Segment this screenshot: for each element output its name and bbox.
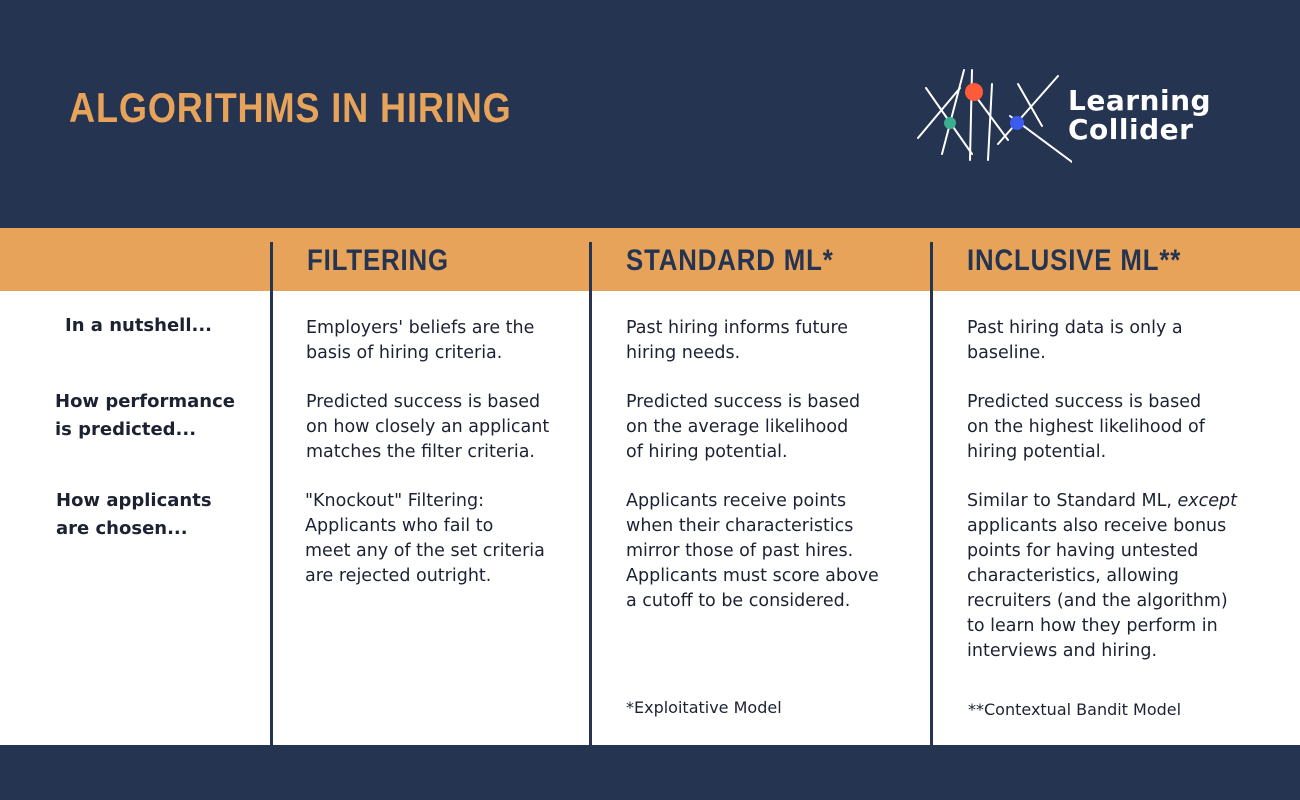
cell-standard-selection: Applicants receive points when their characteristics mirror those of past hires. Applicants must score above a cutoff to be considered. — [626, 491, 879, 611]
cell-inclusive-nutshell: Past hiring data is only a baseline. — [967, 318, 1183, 363]
column-heading-filtering: FILTERING — [307, 244, 449, 277]
cell-standard-performance: Predicted success is based on the average likelihood of hiring potential. — [626, 392, 861, 462]
footnote-inclusive-ml: **Contextual Bandit Model — [968, 700, 1182, 719]
footnote-standard-ml: *Exploitative Model — [626, 698, 782, 717]
learning-collider-logo-icon — [912, 64, 1072, 168]
column-heading-standard-ml: STANDARD ML* — [626, 244, 834, 277]
cell-inclusive-selection-lead: Similar to Standard ML, — [967, 491, 1178, 511]
logo-line-2: Collider — [1068, 113, 1194, 146]
cell-inclusive-performance: Predicted success is based on the highest likelihood of hiring potential. — [967, 392, 1205, 462]
column-heading-inclusive-ml: INCLUSIVE ML** — [967, 244, 1182, 277]
footer-bar — [0, 745, 1300, 800]
header-banner — [0, 0, 1300, 228]
row-label-performance: How performance is predicted... — [55, 391, 235, 440]
cell-filtering-selection: "Knockout" Filtering: Applicants who fail to meet any of the set criteria are rejected outright. — [305, 491, 545, 586]
column-divider — [930, 242, 933, 745]
column-divider — [270, 242, 273, 745]
row-label-nutshell: In a nutshell... — [65, 315, 213, 336]
logo-wordmark — [1068, 86, 1211, 144]
cell-inclusive-selection-rest: applicants also receive bonus points for having untested characteristics, allowing recruiters (and the algorithm) to learn how they perform in interviews and hiring. — [967, 516, 1228, 661]
column-divider — [589, 242, 592, 745]
cell-inclusive-selection — [967, 489, 1237, 664]
page-title: ALGORITHMS IN HIRING — [69, 84, 512, 131]
cell-filtering-performance: Predicted success is based on how closely an applicant matches the filter criteria. — [306, 392, 550, 462]
logo-line-1: Learning — [1068, 84, 1212, 117]
row-label-selection: How applicants are chosen... — [56, 490, 212, 539]
cell-standard-nutshell: Past hiring informs future hiring needs. — [626, 318, 849, 363]
cell-inclusive-selection-emphasis: except — [1177, 491, 1237, 511]
cell-filtering-nutshell: Employers' beliefs are the basis of hiring criteria. — [306, 318, 535, 363]
